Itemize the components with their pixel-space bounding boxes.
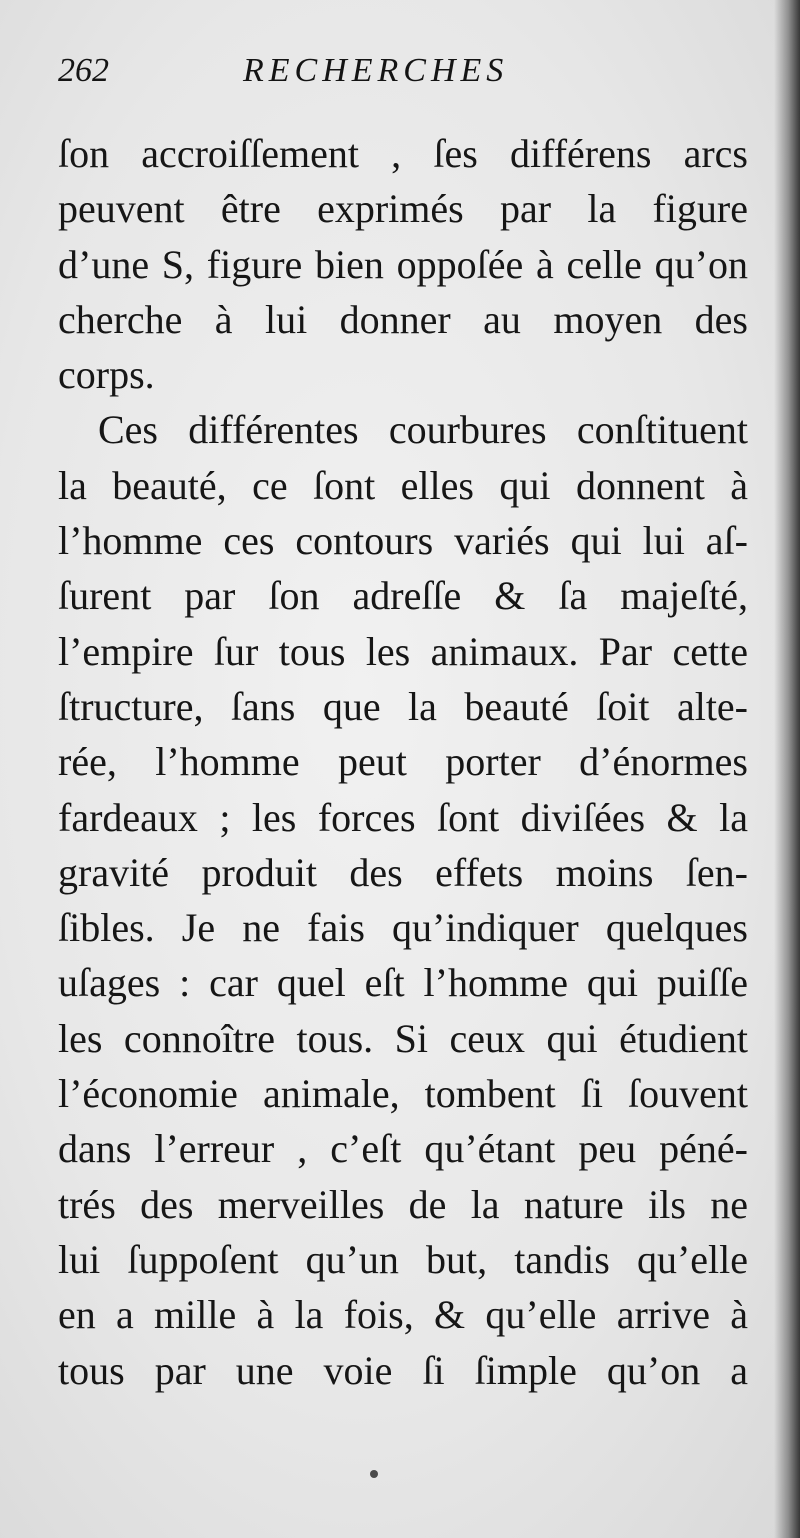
text-line: en a mille à la fois, & qu’elle arrive à (58, 1292, 748, 1338)
page-number: 262 (58, 52, 109, 89)
text-line: l’empire ſur tous les animaux. Par cette (58, 628, 748, 674)
text-line: rée, l’homme peut porter d’énormes (58, 739, 748, 785)
text-line: l’homme ces contours variés qui lui aſ- (58, 518, 748, 564)
text-line: ſon accroiſſement , ſes différens arcs (58, 131, 748, 176)
text-line: la beauté, ce ſont elles qui donnent à (58, 462, 748, 508)
body-text (58, 126, 748, 1398)
page-spine-shadow (774, 0, 800, 1538)
text-line: tous par une voie ſi ſimple qu’on a (58, 1347, 748, 1393)
text-line: dans l’erreur , c’eſt qu’étant peu péné- (58, 1126, 748, 1172)
text-line: les connoître tous. Si ceux qui étudient (58, 1015, 748, 1061)
text-line: d’une S, figure bien oppoſée à celle qu’on (58, 241, 748, 287)
text-line: Ces différentes courbures conſtituent (98, 407, 748, 453)
text-line: lui ſuppoſent qu’un but, tandis qu’elle (58, 1236, 748, 1282)
text-line: corps. (58, 352, 155, 398)
text-line: ſtructure, ſans que la beauté ſoit alte- (58, 683, 748, 729)
text-line: l’économie animale, tombent ſi ſouvent (58, 1071, 748, 1117)
text-line: uſages : car quel eſt l’homme qui puiſſe (58, 960, 748, 1006)
text-line: gravité produit des effets moins ſen- (58, 849, 748, 895)
text-line: cherche à lui donner au moyen des (58, 296, 748, 342)
text-line: trés des merveilles de la nature ils ne (58, 1181, 748, 1227)
text-line: fardeaux ; les forces ſont diviſées & la (58, 794, 748, 840)
text-line: ſibles. Je ne fais qu’indiquer quelques (58, 905, 748, 951)
text-line: peuvent être exprimés par la figure (58, 186, 748, 232)
page-header (58, 52, 748, 102)
running-head: RECHERCHES (243, 52, 509, 89)
text-line: ſurent par ſon adreſſe & ſa majeſté, (58, 573, 748, 619)
ink-dot (370, 1470, 378, 1478)
